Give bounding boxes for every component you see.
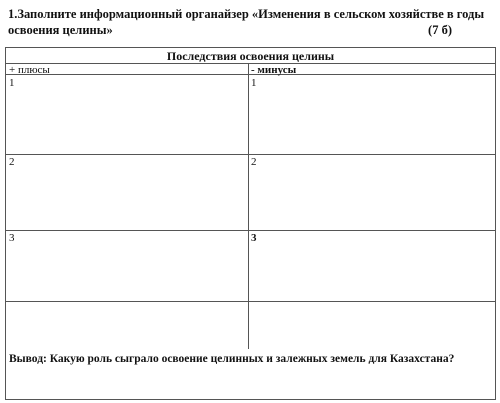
row-divider-3: [6, 301, 495, 302]
table-header: Последствия освоения целины: [6, 48, 495, 64]
organizer-table: [5, 47, 496, 400]
task-points: (7 б): [428, 23, 452, 37]
plus-cell-1[interactable]: 1: [9, 77, 15, 89]
plus-column-label: + плюсы: [9, 64, 50, 76]
plus-cell-2[interactable]: 2: [9, 156, 15, 168]
minus-cell-1[interactable]: 1: [251, 77, 257, 89]
task-instruction: [8, 6, 492, 38]
task-line-2: освоения целины»: [8, 23, 113, 37]
task-line-2-row: [8, 22, 492, 38]
conclusion-question: Вывод: Какую роль сыграло освоение целинных и залежных земель для Казахстана?: [9, 353, 455, 365]
minus-column-label: - минусы: [251, 64, 297, 76]
row-divider-1: [6, 154, 495, 155]
row-divider-2: [6, 230, 495, 231]
column-divider: [248, 64, 249, 349]
minus-cell-3[interactable]: 3: [251, 232, 257, 244]
minus-cell-2[interactable]: 2: [251, 156, 257, 168]
task-line-1: 1.Заполните информационный органайзер «Изменения в сельском хозяйстве в годы: [8, 7, 485, 21]
plus-cell-3[interactable]: 3: [9, 232, 15, 244]
